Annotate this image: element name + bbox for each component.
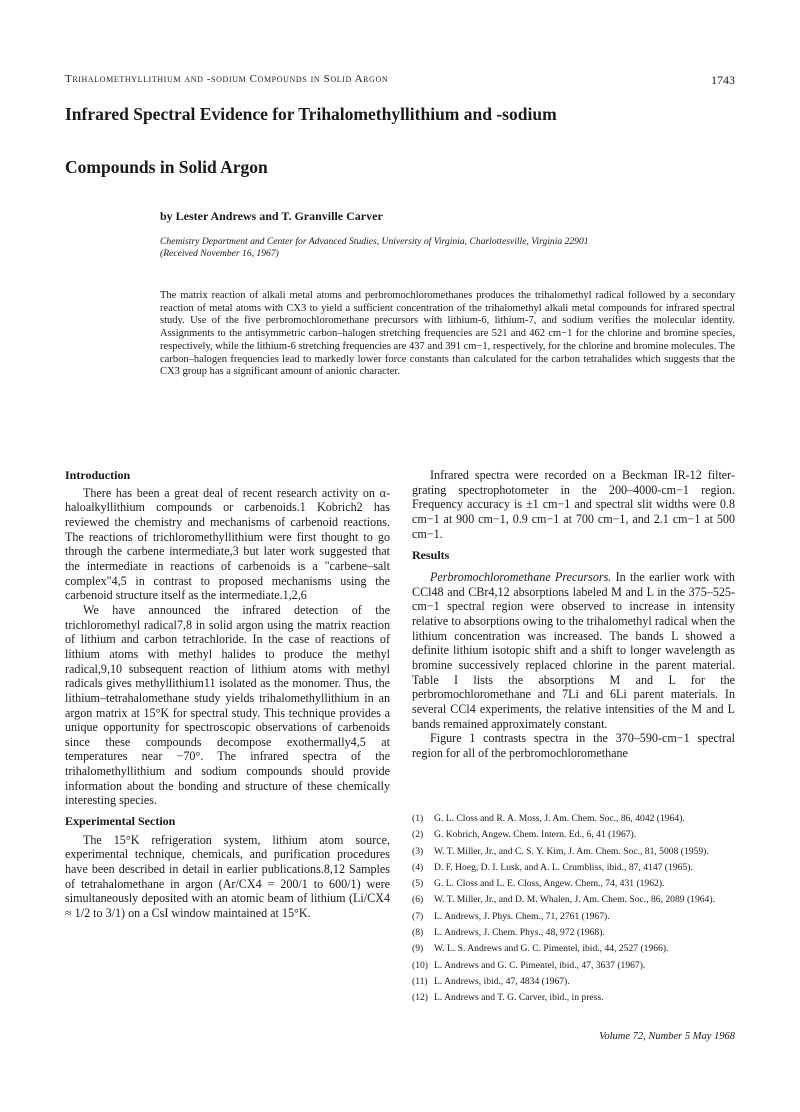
results-paragraph-1: [412, 570, 735, 731]
reference-number: (4): [412, 861, 424, 873]
reference-number: (8): [412, 927, 424, 939]
reference-text: W. T. Miller, Jr., and D. M. Whalen, J. Am. Chem. Soc., 86, 2089 (1964).: [434, 894, 715, 906]
reference-number: (1): [412, 813, 424, 824]
right-column: [412, 468, 735, 760]
received-date: (Received November 16, 1967): [160, 247, 279, 259]
reference-number: (11): [412, 975, 428, 987]
reference-item: [412, 829, 735, 840]
reference-number: (2): [412, 829, 424, 841]
reference-item: [412, 911, 735, 922]
reference-text: L. Andrews, ibid., 47, 4834 (1967).: [434, 975, 570, 987]
journal-footer: Volume 72, Number 5 May 1968: [599, 1031, 735, 1042]
reference-text: L. Andrews, J. Phys. Chem., 71, 2761 (1967).: [434, 910, 610, 922]
authors: by Lester Andrews and T. Granville Carver: [160, 209, 383, 223]
reference-text: G. Kobrich, Angew. Chem. Intern. Ed., 6, 41 (1967).: [434, 829, 637, 841]
title-line-2: Compounds in Solid Argon: [65, 157, 268, 177]
reference-text: D. F. Hoeg, D. I. Lusk, and A. L. Crumbliss, ibid., 87, 4147 (1965).: [434, 861, 693, 873]
reference-item: [412, 862, 735, 873]
reference-text: L. Andrews and T. G. Carver, ibid., in press.: [434, 992, 604, 1004]
reference-text: L. Andrews and G. C. Pimentel, ibid., 47, 3637 (1967).: [434, 959, 646, 971]
reference-text: G. L. Closs and R. A. Moss, J. Am. Chem. Soc., 86, 4042 (1964).: [434, 813, 685, 824]
page-number: 1743: [711, 73, 735, 87]
reference-item: [412, 976, 735, 987]
references-list: [412, 813, 735, 1009]
left-column: [65, 468, 390, 921]
results-heading: Results: [412, 548, 450, 563]
reference-item: [412, 943, 735, 954]
experimental-paragraph-2: Infrared spectra were recorded on a Beckman IR-12 filter-grating spectrophotometer in the 200–4000-cm−1 region. Frequency accuracy is ±1 cm−1 and spectral slit widths were 0.8 cm−1 at 900 cm−1, 0.9 cm−1 at 700 cm−1, and 2.1 cm−1 at 500 cm−1.: [412, 468, 735, 541]
reference-item: [412, 927, 735, 938]
experimental-heading: Experimental Section: [65, 814, 176, 829]
title-line-1: Infrared Spectral Evidence for Trihalomethyllithium and -sodium: [65, 104, 557, 124]
results-subheading: Perbromochloromethane Precursors.: [430, 569, 612, 584]
reference-number: (3): [412, 845, 424, 857]
article-title: [65, 103, 745, 178]
reference-item: [412, 992, 735, 1003]
reference-item: [412, 894, 735, 905]
running-header: [65, 73, 735, 91]
running-title: Trihalomethyllithium and -sodium Compounds in Solid Argon: [65, 73, 389, 85]
introduction-paragraph-1: There has been a great deal of recent research activity on α-haloalkyllithium compounds or carbenoids.1 Kobrich2 has reviewed the chemistry and mechanisms of carbenoid reactions. The reactions of trichloromethyllithium were first thought to go through the carbene intermediate,3 but later work suggested that the intermediate in reactions of carbenoids is a "carbene–salt complex"4,5 in contrast to proposed mechanisms using the carbenoid structure itself as the intermediate.1,2,6: [65, 485, 390, 603]
affiliation: Chemistry Department and Center for Advanced Studies, University of Virginia, Charlottesville, Virginia 22901: [160, 236, 589, 247]
introduction-heading: Introduction: [65, 468, 131, 482]
reference-number: (12): [412, 992, 428, 1004]
reference-item: [412, 846, 735, 857]
reference-number: (6): [412, 894, 424, 906]
introduction-paragraph-2: We have announced the infrared detection of the trichloromethyl radical7,8 in solid argon using the matrix reaction of lithium and carbon tetrachloride. In the case of reactions of lithium atoms with methyl halides to produce the methyl radical,9,10 subsequent reaction of lithium atoms with methyl radicals gives methyllithium11 isolated as the monomer. Thus, the lithium–tetrahalomethane study yields trihalomethyllithium in an argon matrix at 15°K for spectral study. This technique provides a unique opportunity for spectroscopic observations of carbenoids since these compounds decompose exothermally4,5 at temperatures near −70°. The infrared spectra of the trihalomethyllithium and sodium compounds should provide information about the bonding and structure of these chemically interesting species.: [65, 602, 390, 808]
results-paragraph-1-text: In the earlier work with CCl48 and CBr4,12 absorptions labeled M and L in the 375–525-cm−1 spectral region were observed to increase in intensity relative to absorptions owing to the trihalomethyl radical when the lithium concentration was increased. The bands L showed a definite lithium isotopic shift and a shift to longer wavelength as bromine successively replaced chlorine in the parent material. Table I lists the absorptions M and L for the perbromochloromethane and 7Li and 6Li parent materials. In several CCl4 experiments, the relative intensities of the M and L bands remained approximately constant.: [412, 569, 735, 731]
reference-number: (9): [412, 943, 424, 955]
reference-item: [412, 960, 735, 971]
experimental-paragraph-1: The 15°K refrigeration system, lithium atom source, experimental technique, chemicals, and purification procedures have been described in detail in earlier publications.8,12 Samples of tetrahalomethane in argon (Ar/CX4 = 200/1 to 600/1) were simultaneously deposited with an atomic beam of lithium (Li/CX4 ≈ 1/2 to 3/1) on a CsI window maintained at 15°K.: [65, 832, 390, 921]
reference-number: (7): [412, 910, 424, 922]
reference-item: [412, 813, 735, 824]
reference-text: W. T. Miller, Jr., and C. S. Y. Kim, J. Am. Chem. Soc., 81, 5008 (1959).: [434, 845, 709, 857]
reference-item: [412, 878, 735, 889]
reference-text: W. L. S. Andrews and G. C. Pimentel, ibid., 44, 2527 (1966).: [434, 943, 669, 955]
reference-text: G. L. Closs and L. E. Closs, Angew. Chem., 74, 431 (1962).: [434, 878, 665, 890]
reference-text: L. Andrews, J. Chem. Phys., 48, 972 (1968).: [434, 927, 605, 939]
reference-number: (5): [412, 878, 424, 890]
abstract: The matrix reaction of alkali metal atoms and perbromochloromethanes produces the trihalomethyl radical followed by a secondary reaction of metal atoms with CX3 to yield a sufficient concentration of the trihalomethyl alkali metal compounds for infrared spectral study. Use of the five perbromochloromethane precursors with lithium-6, lithium-7, and sodium verifies the molecular identity. Assignments to the antisymmetric carbon–halogen stretching frequencies are 521 and 462 cm−1 for the chlorine and bromine species, respectively, while the lithium-6 stretching frequencies are 437 and 391 cm−1, respectively, for the chlorine and bromine molecules. The carbon–halogen frequencies lead to markedly lower force constants than calculated for the carbon tetrahalides which suggests that the CX3 group has a significant amount of anionic character.: [160, 290, 735, 378]
affiliation-block: [160, 236, 690, 259]
reference-number: (10): [412, 959, 428, 971]
results-paragraph-2: Figure 1 contrasts spectra in the 370–590-cm−1 spectral region for all of the perbromochloromethane: [412, 731, 735, 760]
